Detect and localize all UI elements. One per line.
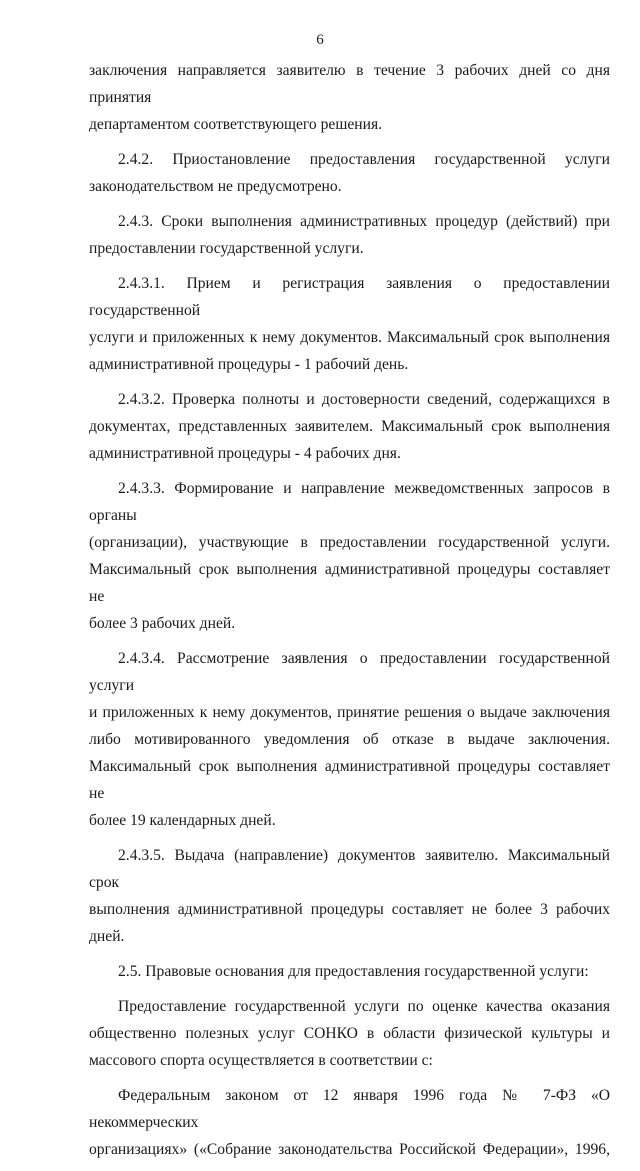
- text-line: предоставлении государственной услуги.: [89, 240, 364, 257]
- text-line: законодательством не предусмотрено.: [89, 178, 342, 195]
- text-line: 2.4.3.3. Формирование и направление межведомственных запросов в органы: [89, 480, 610, 524]
- text-line: организациях» («Собрание законодательства Российской Федерации», 1996,: [89, 1141, 610, 1158]
- text-line: 2.4.3. Сроки выполнения административных процедур (действий) при: [118, 213, 610, 230]
- text-line: 2.4.3.1. Прием и регистрация заявления о предоставлении государственной: [89, 275, 610, 319]
- paragraph-p7: [89, 842, 610, 950]
- text-line: заключения направляется заявителю в течение 3 рабочих дней со дня принятия: [89, 62, 610, 106]
- text-line: 2.4.3.4. Рассмотрение заявления о предоставлении государственной услуги: [89, 650, 610, 694]
- text-line: 2.4.2. Приостановление предоставления государственной услуги: [118, 151, 610, 168]
- text-line: общественно полезных услуг СОНКО в области физической культуры и: [89, 1025, 610, 1042]
- paragraph-p3: [89, 270, 610, 378]
- paragraph-p5: [89, 475, 610, 637]
- text-line: более 19 календарных дней.: [89, 812, 276, 829]
- text-line: выполнения административной процедуры составляет не более 3 рабочих дней.: [89, 901, 610, 945]
- text-line: Предоставление государственной услуги по оценке качества оказания: [118, 998, 610, 1015]
- paragraph-p1: [89, 146, 610, 200]
- paragraph-p10: [89, 1082, 610, 1163]
- text-line: Максимальный срок выполнения административной процедуры составляет не: [89, 561, 610, 605]
- paragraph-p4: [89, 386, 610, 467]
- text-line: 2.4.3.5. Выдача (направление) документов заявителю. Максимальный срок: [89, 847, 610, 891]
- text-line: и приложенных к нему документов, принятие решения о выдаче заключения: [89, 704, 610, 721]
- text-line: 2.5. Правовые основания для предоставления государственной услуги:: [118, 963, 589, 980]
- text-line: массового спорта осуществляется в соответствии с:: [89, 1052, 433, 1069]
- text-line: услуги и приложенных к нему документов. Максимальный срок выполнения: [89, 329, 610, 346]
- paragraph-p8: [89, 958, 610, 985]
- paragraph-p6: [89, 645, 610, 834]
- text-line: документах, представленных заявителем. Максимальный срок выполнения: [89, 418, 610, 435]
- text-line: либо мотивированного уведомления об отказе в выдаче заключения.: [89, 731, 610, 748]
- paragraph-p0: [89, 57, 610, 138]
- text-line: (организации), участвующие в предоставлении государственной услуги.: [89, 534, 610, 551]
- document-body: [89, 57, 610, 1171]
- text-line: административной процедуры - 1 рабочий день.: [89, 356, 409, 373]
- text-line: Федеральным законом от 12 января 1996 года № 7-ФЗ «О некоммерческих: [89, 1087, 610, 1131]
- text-line: 2.4.3.2. Проверка полноты и достоверности сведений, содержащихся в: [118, 391, 610, 408]
- paragraph-p9: [89, 993, 610, 1074]
- page-number: 6: [316, 32, 324, 48]
- paragraph-p2: [89, 208, 610, 262]
- text-line: административной процедуры - 4 рабочих дня.: [89, 445, 401, 462]
- text-line: более 3 рабочих дней.: [89, 615, 236, 632]
- text-line: департаментом соответствующего решения.: [89, 116, 383, 133]
- text-line: Максимальный срок выполнения административной процедуры составляет не: [89, 758, 610, 802]
